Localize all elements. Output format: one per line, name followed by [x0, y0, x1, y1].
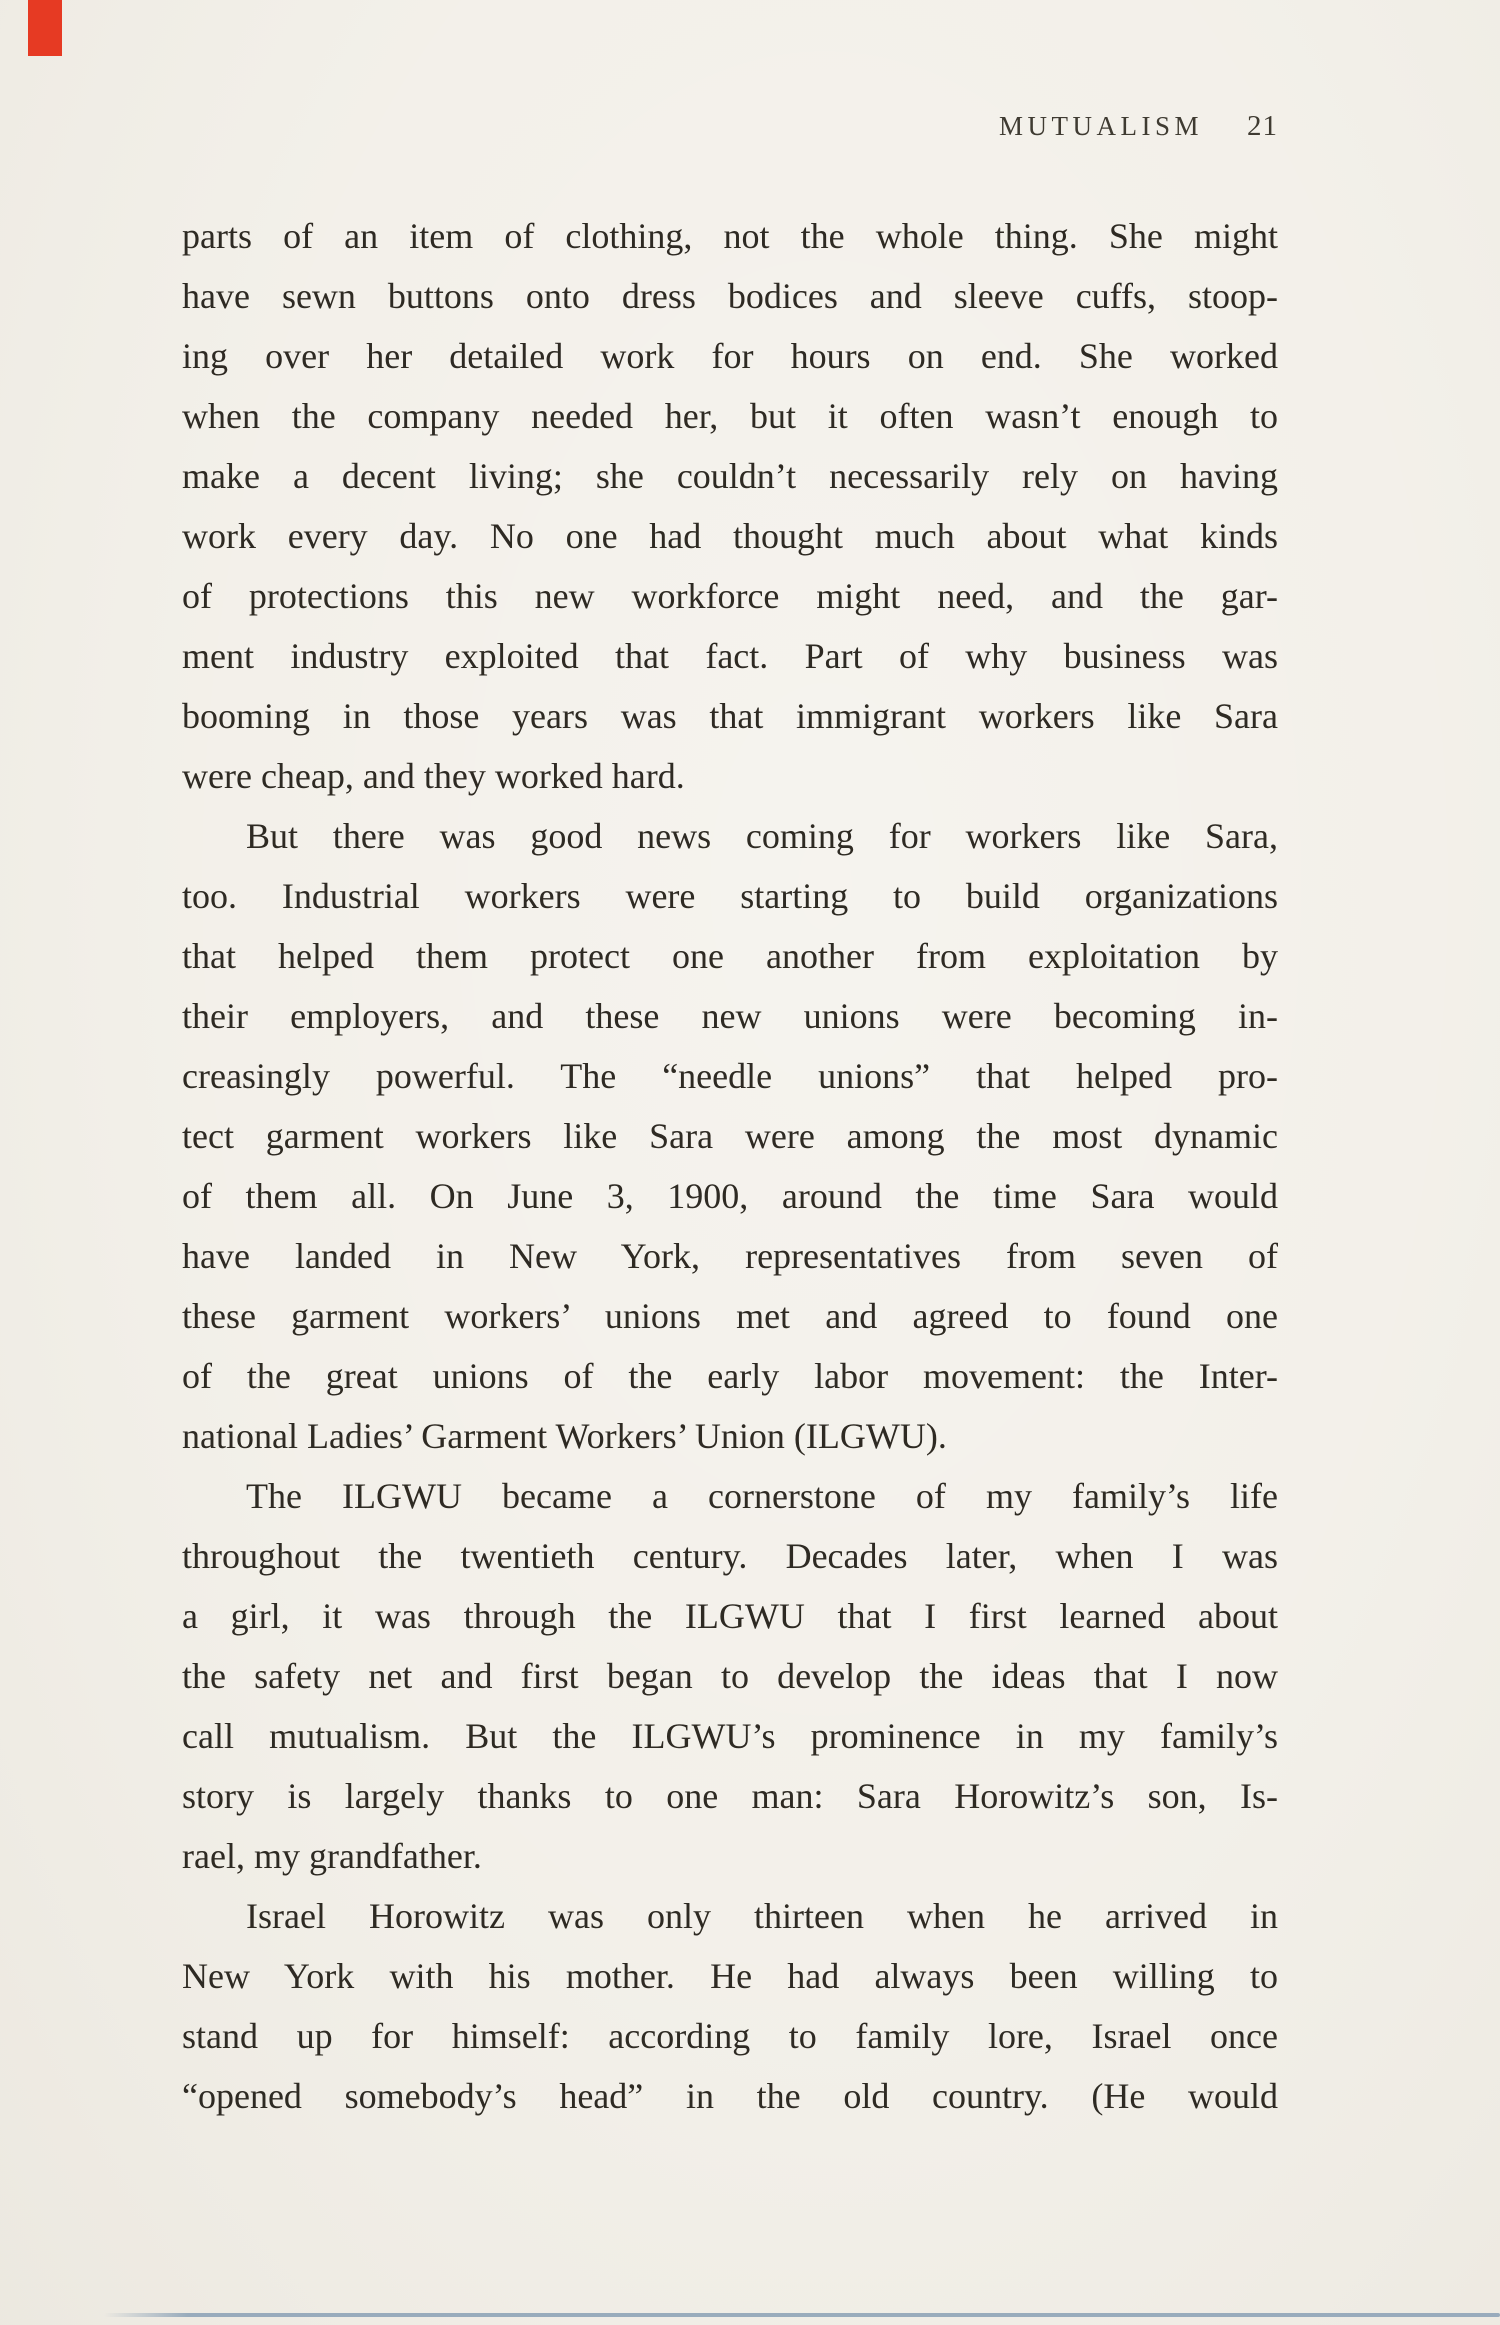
paragraph	[182, 206, 1278, 806]
text-line: stand up for himself: according to family lore, Israel once	[182, 2016, 1278, 2056]
next-page-edge	[104, 2313, 1500, 2317]
text-line: have sewn buttons onto dress bodices and sleeve cuffs, stoop-	[182, 276, 1278, 316]
text-line: were cheap, and they worked hard.	[182, 756, 685, 796]
text-line: ment industry exploited that fact. Part of why business was	[182, 636, 1278, 676]
text-line: Israel Horowitz was only thirteen when he arrived in	[246, 1896, 1278, 1936]
text-line: story is largely thanks to one man: Sara Horowitz’s son, Is-	[182, 1776, 1278, 1816]
page-number: 21	[1247, 110, 1278, 142]
text-line: of the great unions of the early labor movement: the Inter-	[182, 1356, 1278, 1396]
text-line: have landed in New York, representatives from seven of	[182, 1236, 1278, 1276]
text-line: a girl, it was through the ILGWU that I first learned about	[182, 1596, 1278, 1636]
page-header	[182, 110, 1278, 143]
text-line: make a decent living; she couldn’t necessarily rely on having	[182, 456, 1278, 496]
text-line: when the company needed her, but it often wasn’t enough to	[182, 396, 1278, 436]
text-line: the safety net and first began to develop the ideas that I now	[182, 1656, 1278, 1696]
text-line: throughout the twentieth century. Decades later, when I was	[182, 1536, 1278, 1576]
text-line: these garment workers’ unions met and agreed to found one	[182, 1296, 1278, 1336]
text-line: But there was good news coming for workers like Sara,	[246, 816, 1278, 856]
running-title: MUTUALISM	[998, 111, 1203, 141]
text-line: tect garment workers like Sara were among the most dynamic	[182, 1116, 1278, 1156]
red-cover-edge	[28, 0, 62, 56]
text-line: call mutualism. But the ILGWU’s prominence in my family’s	[182, 1716, 1278, 1756]
paragraph	[182, 806, 1278, 1466]
text-line: rael, my grandfather.	[182, 1836, 482, 1876]
text-line: New York with his mother. He had always been willing to	[182, 1956, 1278, 1996]
text-line: parts of an item of clothing, not the whole thing. She might	[182, 216, 1278, 256]
text-line: national Ladies’ Garment Workers’ Union (ILGWU).	[182, 1416, 947, 1456]
text-line: their employers, and these new unions were becoming in-	[182, 996, 1278, 1036]
text-line: of protections this new workforce might need, and the gar-	[182, 576, 1278, 616]
paragraph	[182, 1466, 1278, 1886]
body-text	[182, 206, 1278, 2126]
text-line: The ILGWU became a cornerstone of my family’s life	[246, 1476, 1278, 1516]
text-line: too. Industrial workers were starting to build organizations	[182, 876, 1278, 916]
text-line: that helped them protect one another from exploitation by	[182, 936, 1278, 976]
text-line: ing over her detailed work for hours on end. She worked	[182, 336, 1278, 376]
text-line: work every day. No one had thought much about what kinds	[182, 516, 1278, 556]
text-line: creasingly powerful. The “needle unions” that helped pro-	[182, 1056, 1278, 1096]
text-line: “opened somebody’s head” in the old country. (He would	[182, 2076, 1278, 2116]
text-line: of them all. On June 3, 1900, around the time Sara would	[182, 1176, 1278, 1216]
text-line: booming in those years was that immigrant workers like Sara	[182, 696, 1278, 736]
paragraph	[182, 1886, 1278, 2126]
